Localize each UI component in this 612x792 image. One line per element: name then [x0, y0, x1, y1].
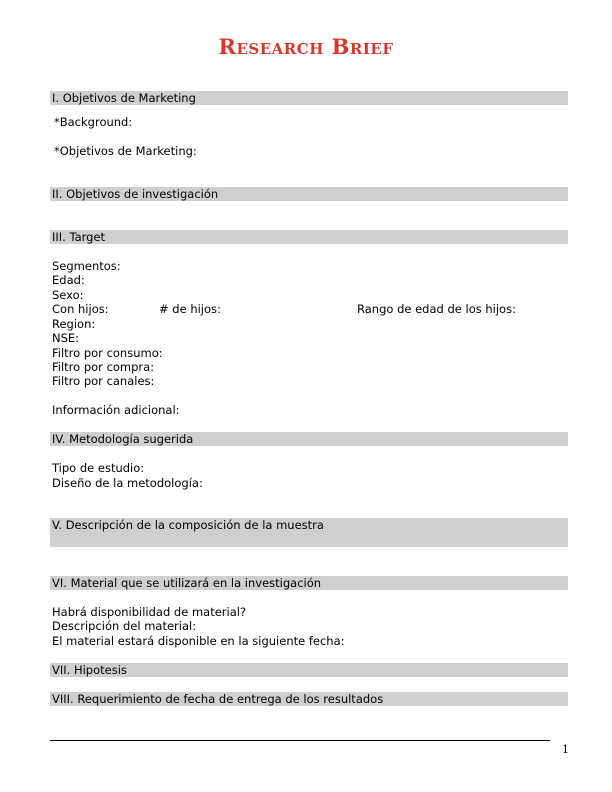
field-label-age: Edad: [52, 273, 85, 287]
page-number: 1 [562, 743, 569, 756]
field-label-children-age-range: Rango de edad de los hijos: [357, 302, 516, 316]
field-label-number-of-children: # de hijos: [159, 302, 221, 316]
field-label-region: Region: [52, 317, 96, 331]
field-label-marketing-objectives: *Objetivos de Marketing: [54, 144, 197, 158]
section-bar-target [50, 230, 568, 244]
section-heading-research-objectives: II. Objetivos de investigación [52, 187, 219, 201]
field-label-material-availability: Habrá disponibilidad de material? [52, 605, 247, 619]
field-label-purchase-filter: Filtro por compra: [52, 360, 155, 374]
footer-rule [50, 740, 550, 741]
field-label-material-description: Descripción del material: [52, 619, 197, 633]
field-label-background: *Background: [54, 115, 133, 129]
document-title: Research Brief [218, 34, 394, 59]
section-heading-hypothesis: VII. Hipotesis [52, 663, 127, 677]
field-label-with-children: Con hijos: [52, 302, 109, 316]
section-heading-delivery-date: VIII. Requerimiento de fecha de entrega de los resultados [52, 692, 384, 706]
field-label-methodology-design: Diseño de la metodología: [52, 476, 203, 490]
field-label-channels-filter: Filtro por canales: [52, 374, 155, 388]
field-label-nse: NSE: [52, 331, 80, 345]
field-label-additional-info: Información adicional: [52, 403, 180, 417]
field-label-study-type: Tipo de estudio: [52, 461, 145, 475]
field-label-consumption-filter: Filtro por consumo: [52, 346, 163, 360]
field-label-sex: Sexo: [52, 288, 84, 302]
section-heading-methodology: IV. Metodología sugerida [52, 432, 194, 446]
section-heading-material: VI. Material que se utilizará en la investigación [52, 576, 322, 590]
section-bar-hypothesis [50, 663, 568, 677]
section-heading-marketing-objectives: I. Objetivos de Marketing [52, 91, 196, 105]
field-label-material-date: El material estará disponible en la siguiente fecha: [52, 634, 345, 648]
section-heading-target: III. Target [52, 230, 106, 244]
field-label-segments: Segmentos: [52, 259, 121, 273]
section-heading-sample-composition: V. Descripción de la composición de la muestra [52, 518, 324, 532]
